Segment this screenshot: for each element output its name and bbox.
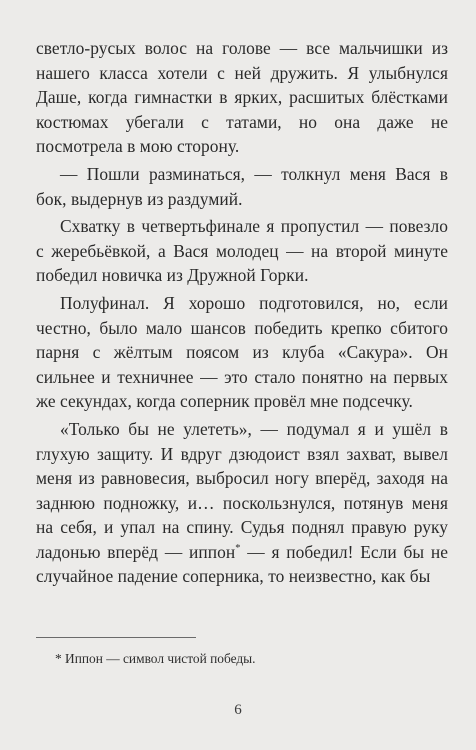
paragraph-match bbox=[36, 417, 448, 589]
footnote-divider bbox=[36, 637, 196, 638]
paragraph-match-text: «Только бы не улететь», — подумал я и ушёл в глухую защиту. И вдруг дзюдоист взял захват, вывел меня из равновесия, выбросил ногу вперёд, заходя на заднюю подножку, и… поскользнулся, потянув меня на себя, и упал на спину. Судья поднял правую руку ладонью вперёд — иппон bbox=[36, 418, 448, 562]
paragraph-match-text-end: — я победил! Если бы не случайное падение соперника, то неизвестно, как бы bbox=[36, 541, 449, 587]
footnote: * Иппон — символ чистой победы. bbox=[55, 651, 256, 666]
body-text bbox=[36, 36, 448, 589]
paragraph-continued: светло-русых волос на голове — все мальчишки из нашего класса хотели с ней дружить. Я улыбнулся Даше, когда гимнастки в ярких, расшитых блёстками костюмах убегали с татами, но она даже не посмотрела в мою сторону. bbox=[36, 38, 448, 157]
paragraph-semifinal: Полуфинал. Я хорошо подготовился, но, если честно, было мало шансов победить крепко сбитого парня с жёлтым поясом из клуба «Сакура». Он сильнее и техничнее — это стало понятно на первых же секундах, когда соперник провёл мне подсечку. bbox=[36, 292, 448, 412]
paragraph-dialogue: — Пошли разминаться, — толкнул меня Вася в бок, выдернув из раздумий. bbox=[36, 163, 448, 209]
paragraph-quarterfinal: Схватку в четвертьфинале я пропустил — повезло с жеребьёвкой, а Вася молодец — на второй минуте победил новичка из Дружной Горки. bbox=[36, 216, 448, 286]
footnote-marker: * bbox=[235, 543, 241, 555]
page-number: 6 bbox=[234, 702, 242, 718]
